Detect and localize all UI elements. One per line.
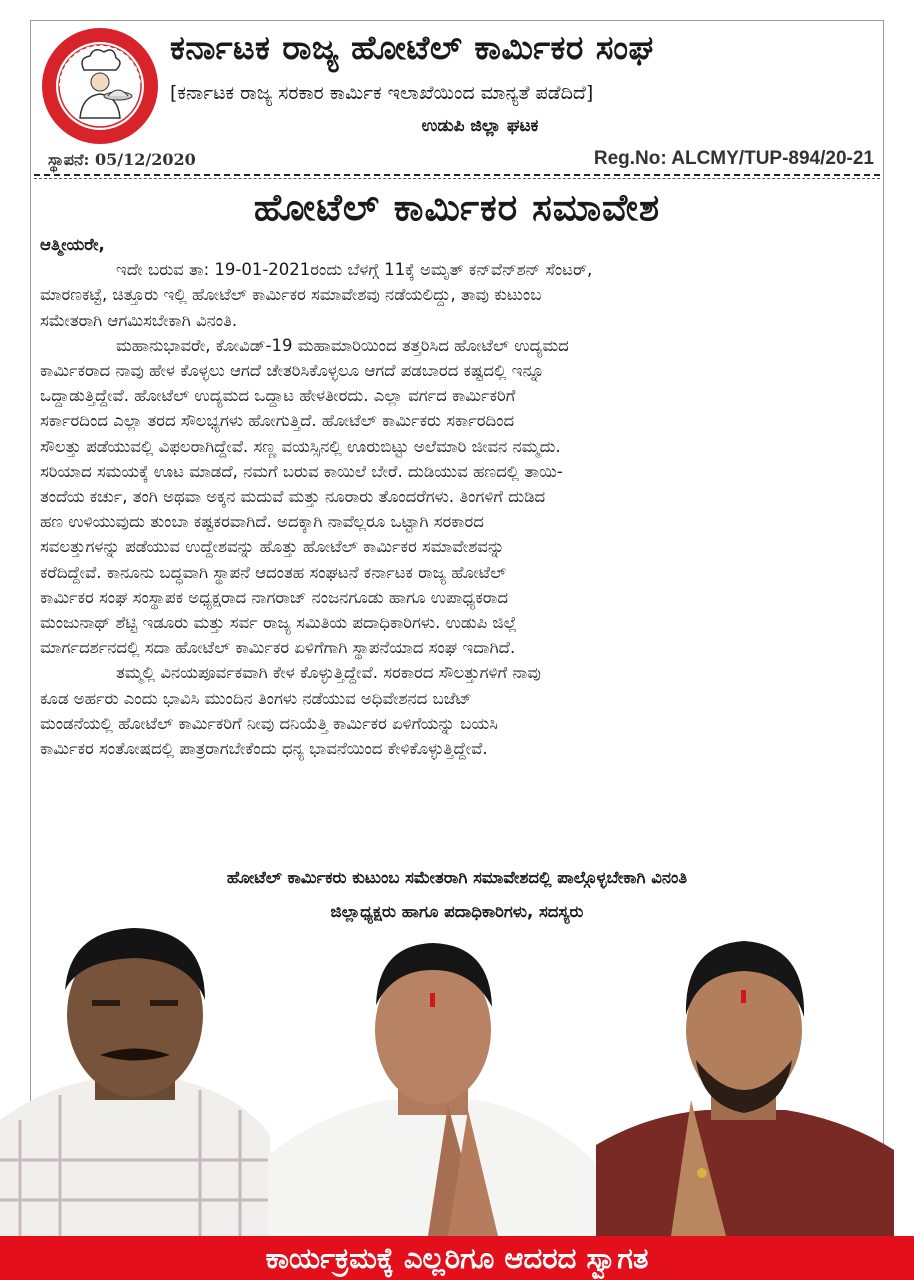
letter-line: ಮಾರಣಕಟ್ಟೆ, ಚಿತ್ತೂರು ಇಲ್ಲಿ ಹೋಟೆಲ್ ಕಾರ್ಮಿಕರ ಸಮಾವೇಶವು ನಡೆಯಲಿದ್ದು, ತಾವು ಕುಟುಂಬ — [40, 285, 542, 305]
letter-line: ಕಾರ್ಮಿಕರ ಸಂತೋಷದಲ್ಲಿ ಪಾತ್ರರಾಗಬೇಕೆಂದು ಧನ್ಯ ಭಾವನೆಯಿಂದ ಕೇಳಿಕೊಳ್ಳುತ್ತಿದ್ದೇವೆ. — [40, 739, 488, 759]
letter-line: ಹಣ ಉಳಿಯುವುದು ತುಂಬಾ ಕಷ್ಟಕರವಾಗಿದೆ. ಅದಕ್ಕಾಗಿ ನಾವೆಲ್ಲರೂ ಒಟ್ಟಾಗಿ ಸರಕಾರದ — [40, 512, 484, 532]
letter-line: ಮಹಾನುಭಾವರೇ, ಕೋವಿಡ್-19 ಮಹಾಮಾರಿಯಿಂದ ತತ್ತರಿಸಿದ ಹೋಟೆಲ್ ಉದ್ಯಮದ — [116, 335, 569, 355]
salutation: ಆತ್ಮೀಯರೇ, — [40, 235, 105, 254]
letter-line: ಮಂಡನೆಯಲ್ಲಿ ಹೋಟೆಲ್ ಕಾರ್ಮಿಕರಿಗೆ ನೀವು ದನಿಯೆತ್ತಿ ಕಾರ್ಮಿಕರ ಏಳಿಗೆಯನ್ನು ಬಯಸಿ — [40, 713, 498, 733]
header-divider-secondary — [34, 178, 880, 179]
organization-subtitle: [ಕರ್ನಾಟಕ ರಾಜ್ಯ ಸರಕಾರ ಕಾರ್ಮಿಕ ಇಲಾಖೆಯಿಂದ ಮಾನ್ಯತೆ ಪಡೆದಿದೆ] — [170, 82, 594, 104]
event-title: ಹೋಟೆಲ್ ಕಾರ್ಮಿಕರ ಸಮಾವೇಶ — [253, 186, 661, 229]
letter-line: ಸರಿಯಾದ ಸಮಯಕ್ಕೆ ಊಟ ಮಾಡದೆ, ನಮಗೆ ಬರುವ ಕಾಯಿಲೆ ಬೇರೆ. ದುಡಿಯುವ ಹಣದಲ್ಲಿ ತಾಯಿ- — [40, 461, 563, 481]
letter-line: ಕರೆದಿದ್ದೇವೆ. ಕಾನೂನು ಬದ್ಧವಾಗಿ ಸ್ಥಾಪನೆ ಆದಂತಹ ಸಂಘಟನೆ ಕರ್ನಾಟಕ ರಾಜ್ಯ ಹೋಟೆಲ್ — [40, 562, 507, 582]
person-photo-right — [596, 935, 894, 1236]
letter-line: ತಮ್ಮಲ್ಲಿ ವಿನಯಪೂರ್ವಕವಾಗಿ ಕೇಳ ಕೊಳ್ಳುತ್ತಿದ್ದೇವೆ. ಸರಕಾರದ ಸೌಲತ್ತುಗಳಿಗೆ ನಾವು — [116, 663, 541, 683]
letter-line: ಕಾರ್ಮಿಕರಾದ ನಾವು ಹೇಳ ಕೊಳ್ಳಲು ಆಗದೆ ಚೇತರಿಸಿಕೊಳ್ಳಲೂ ಆಗದೆ ಪಡಬಾರದ ಕಷ್ಟದಲ್ಲಿ ಇನ್ನೂ — [40, 361, 545, 381]
closing-invitation: ಹೋಟೆಲ್ ಕಾರ್ಮಿಕರು ಕುಟುಂಬ ಸಮೇತರಾಗಿ ಸಮಾವೇಶದಲ್ಲಿ ಪಾಲ್ಗೊಳ್ಳಬೇಕಾಗಿ ವಿನಂತಿ — [226, 868, 688, 887]
letter-line: ಒದ್ದಾಡುತ್ತಿದ್ದೇವೆ. ಹೋಟೆಲ್ ಉದ್ಯಮದ ಒದ್ದಾಟ ಹೇಳತೀರದು. ಎಲ್ಲಾ ವರ್ಗದ ಕಾರ್ಮಿಕರಿಗೆ — [40, 386, 516, 406]
registration-number: Reg.No: ALCMY/TUP-894/20-21 — [593, 148, 874, 169]
letter-line: ಇದೇ ಬರುವ ತಾ: 19-01-2021ರಂದು ಬೆಳಗ್ಗೆ 11ಕ್ಕೆ ಅಮೃತ್ ಕನ್‌ವೆನ್‌ಶನ್ ಸೆಂಟರ್, — [116, 260, 593, 280]
header-divider — [34, 174, 880, 176]
established-date: ಸ್ಥಾಪನೆ: 05/12/2020 — [48, 150, 196, 169]
person-photo-center — [268, 935, 598, 1236]
letter-line: ಸಮೇತರಾಗಿ ಆಗಮಿಸಬೇಕಾಗಿ ವಿನಂತಿ. — [40, 310, 238, 330]
letter-line: ಕೂಡ ಅರ್ಹರು ಎಂದು ಭಾವಿಸಿ ಮುಂದಿನ ತಿಂಗಳು ನಡೆಯುವ ಅಧಿವೇಶನದ ಬಜೆಟ್ — [40, 688, 472, 708]
letter-line: ತಂದೆಯ ಕರ್ಚು, ತಂಗಿ ಅಥವಾ ಅಕ್ಕನ ಮದುವೆ ಮತ್ತು ನೂರಾರು ತೊಂದರೆಗಳು. ತಿಂಗಳಿಗೆ ದುಡಿದ — [40, 487, 546, 507]
welcome-banner: ಕಾರ್ಯಕ್ರಮಕ್ಕೆ ಎಲ್ಲರಿಗೂ ಆದರದ ಸ್ವಾಗತ — [0, 1236, 914, 1280]
union-logo — [40, 26, 160, 146]
district-unit: ಉಡುಪಿ ಜಿಲ್ಲಾ ಘಟಕ — [421, 116, 539, 136]
letter-line: ಮಂಜುನಾಥ್ ಶೆಟ್ಟಿ ಇಡೂರು ಮತ್ತು ಸರ್ವ ರಾಜ್ಯ ಸಮಿತಿಯ ಪದಾಧಿಕಾರಿಗಳು. ಉಡುಪಿ ಜಿಲ್ಲೆ — [40, 613, 517, 633]
letter-line: ಸೌಲತ್ತು ಪಡೆಯುವಲ್ಲಿ ವಿಫಲರಾಗಿದ್ದೇವೆ. ಸಣ್ಣ ವಯಸ್ಸಿನಲ್ಲಿ ಊರುಬಿಟ್ಟು ಅಲೆಮಾರಿ ಜೀವನ ನಮ್ಮದು. — [40, 436, 561, 456]
person-photo-left — [0, 920, 270, 1236]
letter-line: ಮಾರ್ಗದರ್ಶನದಲ್ಲಿ ಸದಾ ಹೋಟೆಲ್ ಕಾರ್ಮಿಕರ ಏಳಿಗೆಗಾಗಿ ಸ್ಥಾಪನೆಯಾದ ಸಂಘ ಇದಾಗಿದೆ. — [40, 638, 516, 658]
letter-line: ಕಾರ್ಮಿಕರ ಸಂಘ ಸಂಸ್ಥಾಪಕ ಅಧ್ಯಕ್ಷರಾದ ನಾಗರಾಜ್ ನಂಜನಗೂಡು ಹಾಗೂ ಉಪಾಧ್ಯಕರಾದ — [40, 587, 509, 607]
organization-name: ಕರ್ನಾಟಕ ರಾಜ್ಯ ಹೋಟೆಲ್ ಕಾರ್ಮಿಕರ ಸಂಘ — [170, 28, 654, 67]
closing-signatories: ಜಿಲ್ಲಾಧ್ಯಕ್ಷರು ಹಾಗೂ ಪದಾಧಿಕಾರಿಗಳು, ಸದಸ್ಯರು — [330, 902, 584, 921]
letter-line: ಸರ್ಕಾರದಿಂದ ಎಲ್ಲಾ ತರದ ಸೌಲಭ್ಯಗಳು ಹೋಗುತ್ತಿದೆ. ಹೋಟೆಲ್ ಕಾರ್ಮಿಕರು ಸರ್ಕಾರದಿಂದ — [40, 411, 515, 431]
letter-body — [40, 232, 880, 761]
letter-line: ಸವಲತ್ತುಗಳನ್ನು ಪಡೆಯುವ ಉದ್ದೇಶವನ್ನು ಹೊತ್ತು ಹೋಟೆಲ್ ಕಾರ್ಮಿಕರ ಸಮಾವೇಶವನ್ನು — [40, 537, 505, 557]
